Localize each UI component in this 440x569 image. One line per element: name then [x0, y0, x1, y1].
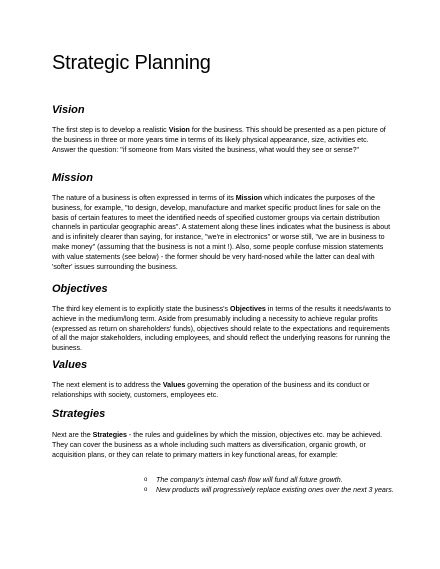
values-paragraph-block [52, 381, 392, 401]
objectives-heading: Objectives [52, 283, 108, 295]
strategies-paragraph [52, 431, 392, 460]
strategies-section [52, 407, 392, 421]
objectives-bold-term: Objectives [230, 305, 266, 313]
list-item [144, 476, 394, 486]
objectives-paragraph [52, 305, 392, 354]
strategies-bullet-list [144, 476, 394, 496]
page-title: Strategic Planning [52, 52, 211, 74]
objectives-text-post: in terms of the results it needs/wants to achieve in the medium/long term. Aside from presumably including a necessity to achieve regular profits (expressed as return on shareholders' funds), objectives should relate to the expectations and requirements of all the major stakeholders, including employees, and should reflect the underlying reasons for running the business. [52, 305, 391, 353]
mission-bold-term: Mission [235, 194, 263, 202]
document-page [52, 46, 392, 80]
vision-section [52, 103, 392, 117]
vision-paragraph [52, 126, 392, 155]
strategies-paragraph-block [52, 431, 392, 460]
strategies-text-post: - the rules and guidelines by which the mission, objectives etc. may be achieved. They can cover the business as a whole including such matters as diversification, organic growth, or acquisition plans, or they can relate to primary matters in key functional areas, for example: [52, 431, 383, 459]
bullet-circle-icon: o [144, 477, 148, 483]
objectives-paragraph-block [52, 305, 392, 354]
vision-text-post: for the business. This should be presented as a pen picture of the business in three or more years time in terms of its likely physical appearance, size, activities etc. Answer the question: "if someone from Mars visited the business, what would they see or sense?" [52, 126, 386, 154]
mission-text-pre: The nature of a business is often expressed in terms of its [52, 194, 236, 202]
vision-text-pre: The first step is to develop a realistic [52, 126, 169, 134]
bullet-text: The company's internal cash flow will fund all future growth. [156, 476, 343, 484]
strategies-text-pre: Next are the [52, 431, 93, 439]
mission-section [52, 171, 392, 185]
bullet-circle-icon: o [144, 486, 148, 493]
list-item [144, 486, 394, 496]
objectives-text-pre: The third key element is to explicitly state the business's [52, 305, 230, 313]
mission-paragraph [52, 194, 392, 272]
vision-heading: Vision [52, 104, 85, 116]
values-text-post: governing the operation of the business and its conduct or relationships with society, customers, employees etc. [52, 381, 370, 399]
values-section [52, 358, 392, 372]
objectives-section [52, 282, 392, 296]
values-bold-term: Values [162, 381, 186, 389]
vision-paragraph-block [52, 126, 392, 155]
vision-bold-term: Vision [168, 126, 190, 134]
values-paragraph [52, 381, 392, 401]
mission-text-post: which indicates the purposes of the business, for example, "to design, develop, manufacture and market specific product lines for sale on the basis of certain features to meet the identified needs of specified customer groups via certain distribution channels in particular geographic areas". A statement along these lines indicates what the business is about and is infinitely clearer than saying, for instance, "we're in electronics" or worse still, "we are in business to make money" (assuming that the business is not a mint !). Also, some people confuse mission statements with value statements (see below) - the former should be very hard-nosed while the latter can deal with 'softer' issues surrounding the business. [52, 194, 391, 271]
mission-heading: Mission [52, 172, 93, 184]
strategies-bold-term: Strategies [92, 431, 127, 439]
bullet-text: New products will progressively replace existing ones over the next 3 years. [156, 485, 394, 494]
values-text-pre: The next element is to address the [52, 381, 163, 389]
strategies-heading: Strategies [52, 408, 106, 420]
mission-paragraph-block [52, 194, 392, 272]
values-heading: Values [52, 359, 88, 371]
